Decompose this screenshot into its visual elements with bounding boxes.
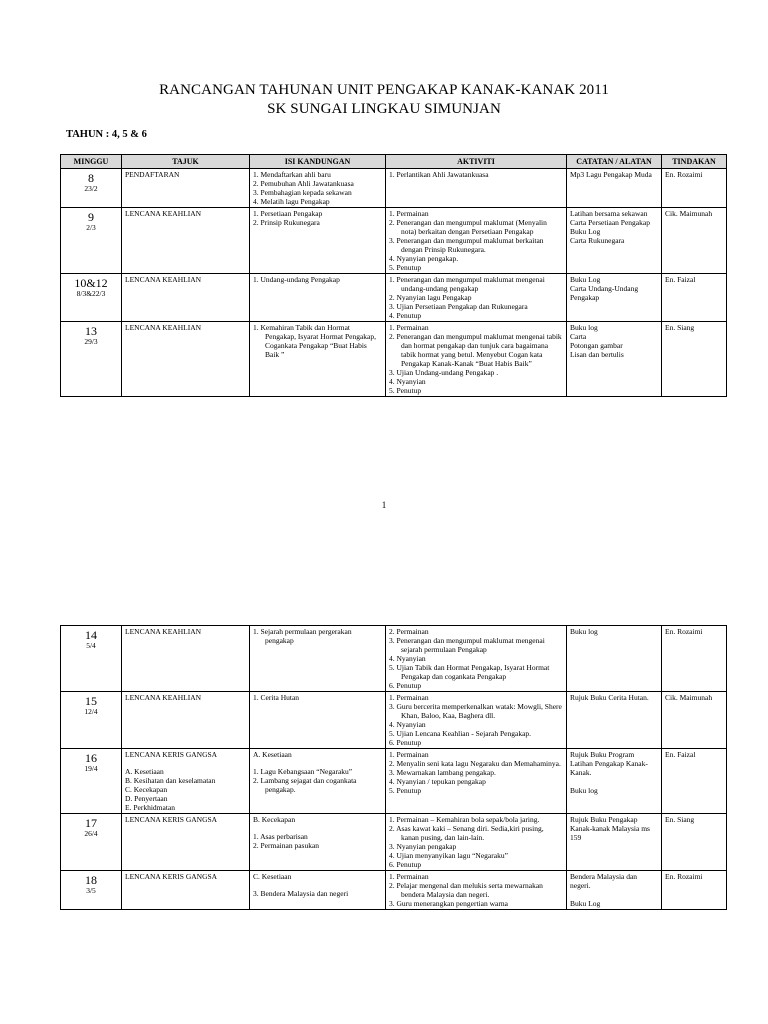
aktiviti-cell (386, 814, 567, 871)
week-cell (61, 814, 122, 871)
plan-table-top (60, 154, 727, 397)
isi-list-item: 1. Asas perbarisan (253, 832, 308, 841)
aktiviti-list (389, 815, 563, 869)
week-number: 9 (88, 210, 94, 224)
tajuk-text: LENCANA KEAHLIAN (125, 275, 202, 284)
col-tajuk: TAJUK (122, 155, 250, 169)
table-row (61, 692, 727, 749)
tajuk-text: LENCANA KEAHLIAN (125, 627, 202, 636)
isi-list-item: 3. Pembahagian kepada sekawan (253, 188, 352, 197)
table-row (61, 871, 727, 910)
aktiviti-list-item: 4. Nyanyian pengakap. (389, 254, 459, 263)
tindakan-cell: Cik. Maimunah (662, 692, 727, 749)
spacer (253, 759, 382, 767)
week-date: 2/3 (86, 223, 96, 232)
aktiviti-list-item: 4. Penutup (389, 311, 422, 320)
week-cell (61, 749, 122, 814)
aktiviti-list-item: 3. Penerangan dan mengumpul maklumat berkaitan dengan Prinsip Rukunegara. (389, 236, 544, 254)
isi-cell (250, 274, 386, 322)
aktiviti-cell (386, 626, 567, 692)
catatan-cell: Rujuk Buku Cerita Hutan. (567, 692, 662, 749)
isi-list-item: 1. Cerita Hutan (253, 693, 300, 702)
aktiviti-list-item: 4. Ujian menyanyikan lagu “Negaraku” (389, 851, 508, 860)
tajuk-text: LENCANA KEAHLIAN (125, 209, 202, 218)
table-header-row (61, 155, 727, 169)
aktiviti-cell (386, 692, 567, 749)
aktiviti-list-item: 3. Ujian Persetiaan Pengakap dan Rukunegara (389, 302, 528, 311)
isi-list (253, 323, 382, 359)
week-date: 19/4 (84, 764, 98, 773)
week-number: 13 (85, 324, 97, 338)
catatan-cell: Rujuk Buku Pengakap Kanak-kanak Malaysia ms 159 (567, 814, 662, 871)
tajuk-sub-list-item: A. Kesetiaan (125, 767, 164, 776)
isi-list-item: 1. Lagu Kebangsaan “Negaraku” (253, 767, 353, 776)
col-isi-kandungan: ISI KANDUNGAN (250, 155, 386, 169)
tajuk-sub-list-item: B. Kesihatan dan keselamatan (125, 776, 216, 785)
week-date: 29/3 (84, 337, 98, 346)
aktiviti-list-item: 5. Ujian Lencana Keahlian - Sejarah Pengakap. (389, 729, 532, 738)
tindakan-cell: En. Siang (662, 814, 727, 871)
tindakan-cell: En. Faizal (662, 749, 727, 814)
week-number: 17 (85, 816, 97, 830)
aktiviti-list (389, 627, 563, 690)
aktiviti-list (389, 170, 563, 179)
isi-list-item: 2. Pemubuhan Ahli Jawatankuasa (253, 179, 354, 188)
isi-list-item: 2. Prinsip Rukunegara (253, 218, 320, 227)
tajuk-text: LENCANA KERIS GANGSA (125, 872, 218, 881)
aktiviti-list-item: 1. Permainan (389, 872, 429, 881)
page-number: 1 (381, 500, 387, 510)
tajuk-text: LENCANA KEAHLIAN (125, 693, 202, 702)
isi-list (253, 693, 382, 702)
aktiviti-list-item: 2. Nyanyian lagu Pengakap (389, 293, 472, 302)
catatan-cell: Buku log (567, 626, 662, 692)
week-cell (61, 322, 122, 397)
isi-list-item: 3. Bendera Malaysia dan negeri (253, 889, 349, 898)
tajuk-cell (122, 814, 250, 871)
aktiviti-list-item: 2. Menyalin seni kata lagu Negaraku dan Memahaminya. (389, 759, 561, 768)
isi-list-item: 1. Persetiaan Pengakap (253, 209, 323, 218)
table-row (61, 208, 727, 274)
aktiviti-list-item: 2. Penerangan dan mengumpul maklumat (Menyalin nota) berkaitan dengan Persetiaan Pengakap (389, 218, 547, 236)
week-number: 8 (88, 171, 94, 185)
week-date: 3/5 (86, 886, 96, 895)
aktiviti-cell (386, 169, 567, 208)
aktiviti-list (389, 275, 563, 320)
aktiviti-cell (386, 871, 567, 910)
aktiviti-list-item: 2. Pelajar mengenal dan melukis serta mewarnakan bendera Malaysia dan negeri. (389, 881, 543, 899)
tindakan-cell: En. Rozaimi (662, 626, 727, 692)
tajuk-cell (122, 208, 250, 274)
tajuk-cell (122, 274, 250, 322)
isi-list (253, 275, 382, 284)
school-name: SK SUNGAI LINGKAU SIMUNJAN (267, 101, 501, 117)
aktiviti-list-item: 3. Guru menerangkan pengertian warna (389, 899, 508, 908)
aktiviti-list (389, 693, 563, 747)
aktiviti-list-item: 5. Ujian Tabik dan Hormat Pengakap, Isyarat Hormat Pengakap dan cogankata Pengakap (389, 663, 550, 681)
isi-list-item: 4. Melatih lagu Pengakap (253, 197, 330, 206)
spacer (125, 759, 246, 767)
aktiviti-cell (386, 749, 567, 814)
catatan-cell: Buku Log Carta Undang-Undang Pengakap (567, 274, 662, 322)
aktiviti-list-item: 4. Nyanyian (389, 377, 426, 386)
tajuk-text: LENCANA KEAHLIAN (125, 323, 202, 332)
aktiviti-list-item: 6. Penutup (389, 860, 422, 869)
isi-list-item: 2. Lambang sejagat dan cogankata pengakap. (253, 776, 357, 794)
catatan-cell: Latihan bersama sekawan Carta Persetiaan Pengakap Buku Log Carta Rukunegara (567, 208, 662, 274)
table-row (61, 749, 727, 814)
week-date: 23/2 (84, 184, 98, 193)
tindakan-cell: Cik. Maimunah (662, 208, 727, 274)
aktiviti-list-item: 3. Mewarnakan lambang pengakap. (389, 768, 496, 777)
tajuk-cell (122, 169, 250, 208)
isi-list-item: 1. Kemahiran Tabik dan Hormat Pengakap, Isyarat Hormat Pengakap, Cogankata Pengakap “Buat Habis Baik ” (253, 323, 377, 359)
isi-list (253, 832, 382, 850)
aktiviti-list-item: 3. Guru bercerita memperkenalkan watak: Mowgli, Shere Khan, Baloo, Kaa, Baghera dll. (389, 702, 562, 720)
week-number: 14 (85, 628, 97, 642)
table-row (61, 814, 727, 871)
isi-list-item: 1. Mendaftarkan ahli baru (253, 170, 331, 179)
tajuk-sub-list-item: E. Perkhidmatan (125, 803, 175, 812)
isi-cell (250, 208, 386, 274)
table-row (61, 322, 727, 397)
aktiviti-list-item: 4. Nyanyian (389, 654, 426, 663)
tindakan-cell: En. Rozaimi (662, 169, 727, 208)
isi-list (253, 170, 382, 206)
week-number: 10&12 (74, 276, 108, 290)
aktiviti-list (389, 209, 563, 272)
col-aktiviti: AKTIVITI (386, 155, 567, 169)
aktiviti-list-item: 2. Penerangan dan mengumpul maklumat mengenai tabik dan hormat pengakap dan tunjuk cara bagaimana tabik hormat yang betul. Menyebut Cogan kata Pengakap Kanak-Kanak “Buat Habis Baik” (389, 332, 562, 368)
week-cell (61, 871, 122, 910)
tajuk-sub-list-item: C. Kecekapan (125, 785, 168, 794)
table-row (61, 626, 727, 692)
aktiviti-list (389, 750, 563, 795)
isi-heading: B. Kecekapan (253, 815, 296, 824)
spacer (253, 824, 382, 832)
catatan-cell: Mp3 Lagu Pengakap Muda (567, 169, 662, 208)
tindakan-cell: En. Siang (662, 322, 727, 397)
week-cell (61, 692, 122, 749)
aktiviti-list-item: 4. Nyanyian (389, 720, 426, 729)
table-row (61, 169, 727, 208)
aktiviti-list-item: 6. Penutup (389, 681, 422, 690)
isi-list (253, 209, 382, 227)
aktiviti-list-item: 1. Perlantikan Ahli Jawatankuasa (389, 170, 489, 179)
aktiviti-list-item: 3. Penerangan dan mengumpul maklumat mengenai sejarah permulaan Pengakap (389, 636, 545, 654)
catatan-cell: Bendera Malaysia dan negeri. Buku Log (567, 871, 662, 910)
aktiviti-list-item: 5. Penutup (389, 786, 422, 795)
aktiviti-cell (386, 274, 567, 322)
isi-heading: A. Kesetiaan (253, 750, 292, 759)
aktiviti-list-item: 1. Permainan – Kemahiran bola sepak/bola jaring. (389, 815, 540, 824)
aktiviti-list-item: 1. Penerangan dan mengumpul maklumat mengenai undang-undang pengakap (389, 275, 545, 293)
isi-heading: C. Kesetiaan (253, 872, 292, 881)
week-cell (61, 274, 122, 322)
week-cell (61, 208, 122, 274)
isi-cell (250, 814, 386, 871)
plan-table-bottom (60, 625, 727, 910)
catatan-cell: Rujuk Buku Program Latihan Pengakap Kanak-Kanak. Buku log (567, 749, 662, 814)
aktiviti-list-item: 1. Permainan (389, 323, 429, 332)
isi-cell (250, 692, 386, 749)
tajuk-cell (122, 692, 250, 749)
isi-cell (250, 749, 386, 814)
year-label: TAHUN : 4, 5 & 6 (66, 129, 147, 140)
aktiviti-list-item: 3. Nyanyian pengakap (389, 842, 457, 851)
week-date: 5/4 (86, 641, 96, 650)
isi-list-item: 2. Permainan pasukan (253, 841, 320, 850)
tindakan-cell: En. Faizal (662, 274, 727, 322)
aktiviti-list-item: 2. Permainan (389, 627, 429, 636)
isi-list-item: 1. Undang-undang Pengakap (253, 275, 340, 284)
col-tindakan: TINDAKAN (662, 155, 727, 169)
col-minggu: MINGGU (61, 155, 122, 169)
tajuk-text: LENCANA KERIS GANGSA (125, 815, 218, 824)
isi-cell (250, 322, 386, 397)
isi-list (253, 767, 382, 794)
tindakan-cell: En. Rozaimi (662, 871, 727, 910)
week-number: 16 (85, 751, 97, 765)
aktiviti-list-item: 6. Penutup (389, 738, 422, 747)
aktiviti-list-item: 1. Permainan (389, 750, 429, 759)
aktiviti-list-item: 1. Permainan (389, 209, 429, 218)
week-number: 15 (85, 694, 97, 708)
isi-cell (250, 626, 386, 692)
aktiviti-list-item: 5. Penutup (389, 263, 422, 272)
aktiviti-list-item: 1. Permainan (389, 693, 429, 702)
aktiviti-list-item: 4. Nyanyian / tepukan pengakap (389, 777, 486, 786)
tajuk-text: LENCANA KERIS GANGSA (125, 750, 218, 759)
tajuk-sub-list-item: D. Penyertaan (125, 794, 168, 803)
aktiviti-list (389, 323, 563, 395)
aktiviti-list-item: 3. Ujian Undang-undang Pengakap . (389, 368, 499, 377)
isi-cell (250, 871, 386, 910)
table-row (61, 274, 727, 322)
tajuk-cell (122, 626, 250, 692)
week-cell (61, 169, 122, 208)
tajuk-cell (122, 871, 250, 910)
isi-cell (250, 169, 386, 208)
aktiviti-list (389, 872, 563, 908)
col-catatan: CATATAN / ALATAN (567, 155, 662, 169)
tajuk-cell (122, 322, 250, 397)
week-number: 18 (85, 873, 97, 887)
tajuk-sub-list (125, 767, 246, 812)
catatan-cell: Buku log Carta Potongan gambar Lisan dan bertulis (567, 322, 662, 397)
week-date: 8/3&22/3 (76, 289, 106, 298)
tajuk-text: PENDAFTARAN (125, 170, 180, 179)
aktiviti-list-item: 5. Penutup (389, 386, 422, 395)
aktiviti-cell (386, 208, 567, 274)
document-title: RANCANGAN TAHUNAN UNIT PENGAKAP KANAK-KANAK 2011 (159, 82, 609, 98)
isi-list-item: 1. Sejarah permulaan pergerakan pengakap (253, 627, 352, 645)
isi-list (253, 889, 382, 898)
week-date: 26/4 (84, 829, 98, 838)
week-cell (61, 626, 122, 692)
aktiviti-list-item: 2. Asas kawat kaki – Senang diri. Sedia,kiri pusing, kanan pusing, dan lain-lain. (389, 824, 544, 842)
aktiviti-cell (386, 322, 567, 397)
spacer (253, 881, 382, 889)
week-date: 12/4 (84, 707, 98, 716)
isi-list (253, 627, 382, 645)
tajuk-cell (122, 749, 250, 814)
